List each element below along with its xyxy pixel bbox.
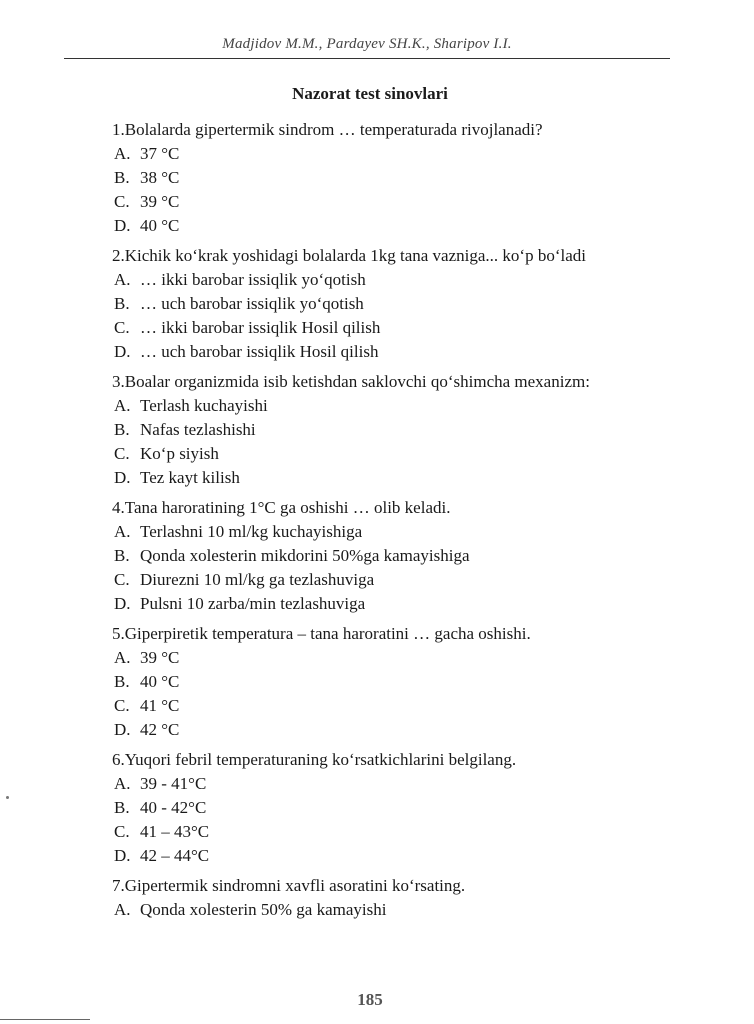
option-text: 40 - 42°C [140,798,207,817]
option [54,568,666,592]
option-letter: A. [114,522,131,541]
option [54,844,666,868]
option-text: Qonda xolesterin 50% ga kamayishi [140,900,387,919]
option [54,544,666,568]
scan-speck [6,796,9,799]
option-letter: D. [114,846,131,865]
option [54,466,666,490]
option-letter: C. [114,696,130,715]
option-text: Terlashni 10 ml/kg kuchayishiga [140,522,363,541]
option-text: 41 – 43°C [140,822,210,841]
option-letter: A. [114,648,131,667]
question-3-text: 3.Boalar organizmida isib ketishdan saklovchi qo‘shimcha mexanizm: [112,372,590,391]
option-letter: D. [114,468,131,487]
question-5-options [54,646,666,742]
question-1-options [54,142,666,238]
option [54,214,666,238]
option [54,340,666,364]
option [54,268,666,292]
option-letter: A. [114,270,131,289]
option-letter: A. [114,900,131,919]
option [54,898,666,922]
question-4-options [54,520,666,616]
question-1-text: 1.Bolalarda gipertermik sindrom … temperaturada rivojlanadi? [112,120,543,139]
header-divider [64,58,670,59]
page-title: Nazorat test sinovlari [292,84,448,103]
option-text: Pulsni 10 zarba/min tezlashuviga [140,594,366,613]
option [54,670,666,694]
question-2-options [54,268,666,364]
question-6-text: 6.Yuqori febril temperaturaning ko‘rsatkichlarini belgilang. [112,750,517,769]
question-7-options [54,898,666,922]
option-text: 40 °C [140,672,180,691]
question-7-text: 7.Gipertermik sindromni xavfli asoratini ko‘rsating. [112,876,466,895]
option-text: … ikki barobar issiqlik yo‘qotish [140,270,366,289]
option-letter: D. [114,216,131,235]
page-number: 185 [357,990,383,1009]
option-text: 42 – 44°C [140,846,210,865]
option [54,166,666,190]
option-text: 39 °C [140,192,180,211]
option-text: … uch barobar issiqlik Hosil qilish [140,342,379,361]
option [54,520,666,544]
option [54,646,666,670]
option-letter: B. [114,546,130,565]
option-letter: B. [114,672,130,691]
option [54,190,666,214]
running-header: Madjidov M.M., Pardayev SH.K., Sharipov I.I. [222,36,512,52]
option [54,772,666,796]
option-text: 41 °C [140,696,180,715]
option-letter: C. [114,570,130,589]
question-list [54,118,666,928]
option-text: 38 °C [140,168,180,187]
question-5-text: 5.Giperpiretik temperatura – tana haroratini … gacha oshishi. [112,624,531,643]
option-text: Terlash kuchayishi [140,396,268,415]
option-text: … uch barobar issiqlik yo‘qotish [140,294,364,313]
option-letter: C. [114,822,130,841]
option-letter: B. [114,798,130,817]
option-text: Nafas tezlashishi [140,420,256,439]
option-letter: D. [114,720,131,739]
question-6-options [54,772,666,868]
option [54,796,666,820]
option-letter: B. [114,168,130,187]
option [54,292,666,316]
option-letter: A. [114,774,131,793]
option-text: 39 - 41°C [140,774,207,793]
option-letter: B. [114,294,130,313]
option-letter: B. [114,420,130,439]
option [54,418,666,442]
option-text: Qonda xolesterin mikdorini 50%ga kamayishiga [140,546,470,565]
option-text: Tez kayt kilish [140,468,240,487]
option [54,718,666,742]
option-text: 37 °C [140,144,180,163]
option-letter: A. [114,144,131,163]
option [54,442,666,466]
option [54,592,666,616]
footer-divider [0,1019,90,1020]
option-letter: C. [114,444,130,463]
option-letter: C. [114,318,130,337]
question-3-options [54,394,666,490]
option-letter: A. [114,396,131,415]
option-letter: C. [114,192,130,211]
option-text: Ko‘p siyish [140,444,219,463]
question-4-text: 4.Tana haroratining 1°C ga oshishi … olib keladi. [112,498,451,517]
option-text: 40 °C [140,216,180,235]
option-text: Diurezni 10 ml/kg ga tezlashuviga [140,570,375,589]
option [54,394,666,418]
option [54,316,666,340]
option [54,820,666,844]
question-2-text: 2.Kichik ko‘krak yoshidagi bolalarda 1kg tana vazniga... ko‘p bo‘ladi [112,246,586,265]
option [54,142,666,166]
option-text: 42 °C [140,720,180,739]
option-letter: D. [114,594,131,613]
option-letter: D. [114,342,131,361]
option [54,694,666,718]
option-text: … ikki barobar issiqlik Hosil qilish [140,318,381,337]
option-text: 39 °C [140,648,180,667]
